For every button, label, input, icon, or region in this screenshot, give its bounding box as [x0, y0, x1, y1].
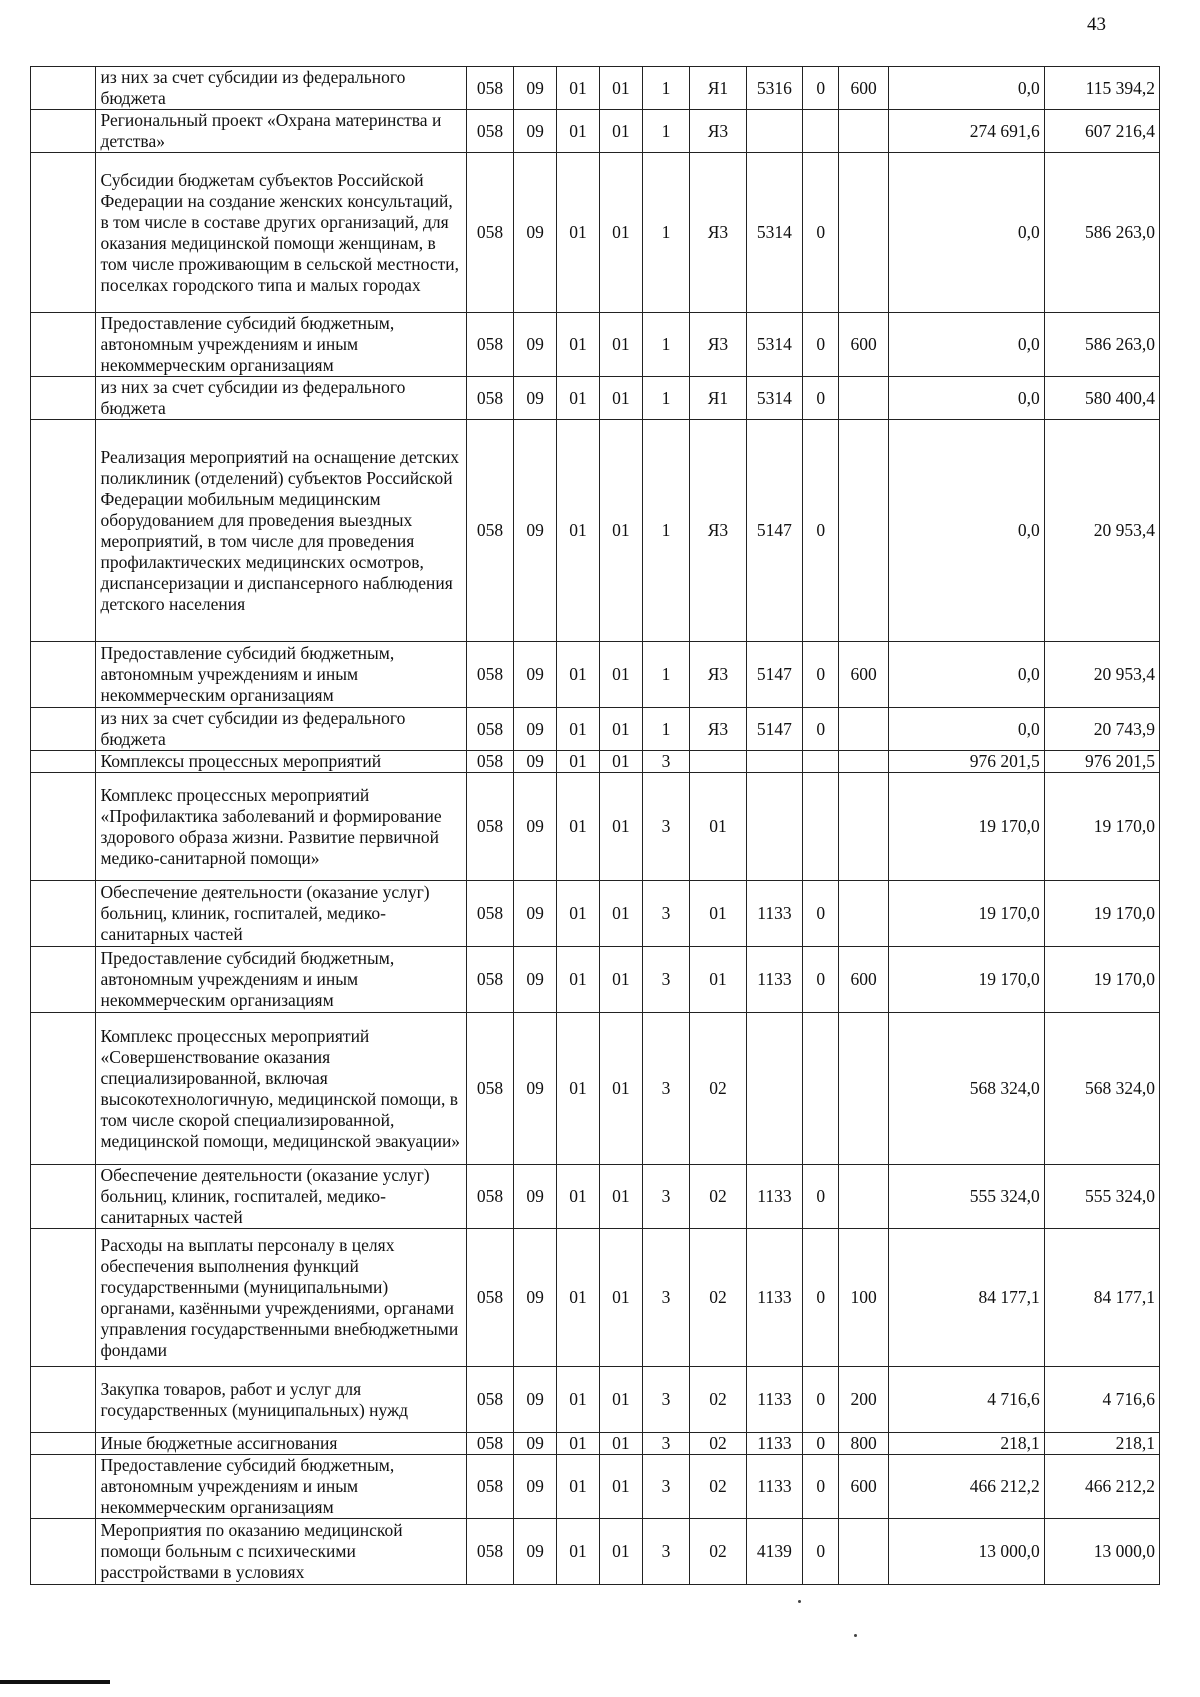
code-cell: 01 — [599, 1165, 642, 1229]
row-name: Расходы на выплаты персоналу в целях обеспечения выполнения функций государственными (муниципальными) органами, казёнными учреждениями, органами управления государственными внебюджетными фондами — [96, 1229, 466, 1367]
code-cell — [803, 110, 839, 153]
blank-cell — [31, 377, 96, 420]
code-cell: 058 — [466, 1519, 513, 1585]
blank-cell — [31, 153, 96, 313]
code-cell: 3 — [642, 1519, 689, 1585]
amount-cell-1: 13 000,0 — [888, 1519, 1044, 1585]
amount-cell-1: 0,0 — [888, 420, 1044, 642]
amount-cell-1: 0,0 — [888, 67, 1044, 110]
code-cell — [746, 110, 802, 153]
code-cell: 01 — [557, 773, 600, 881]
code-cell: 02 — [690, 1519, 746, 1585]
row-name: из них за счет субсидии из федерального бюджета — [96, 708, 466, 751]
scan-speck — [798, 1600, 801, 1603]
blank-cell — [31, 110, 96, 153]
table-row — [31, 881, 1160, 947]
page-number: 43 — [1087, 14, 1106, 35]
code-cell: 02 — [690, 1367, 746, 1433]
code-cell: 09 — [514, 642, 557, 708]
code-cell: 09 — [514, 1433, 557, 1455]
code-cell: 5147 — [746, 708, 802, 751]
code-cell: 800 — [839, 1433, 889, 1455]
code-cell: 058 — [466, 881, 513, 947]
code-cell: 5316 — [746, 67, 802, 110]
code-cell: 01 — [557, 377, 600, 420]
code-cell: 09 — [514, 420, 557, 642]
code-cell: 600 — [839, 313, 889, 377]
row-name: Комплексы процессных мероприятий — [96, 751, 466, 773]
code-cell — [839, 1519, 889, 1585]
amount-cell-2: 555 324,0 — [1044, 1165, 1159, 1229]
code-cell: 058 — [466, 67, 513, 110]
code-cell: 01 — [599, 153, 642, 313]
code-cell: 01 — [557, 751, 600, 773]
table-row — [31, 1013, 1160, 1165]
table-row — [31, 153, 1160, 313]
row-name: Предоставление субсидий бюджетным, автономным учреждениям и иным некоммерческим организациям — [96, 313, 466, 377]
code-cell — [746, 1013, 802, 1165]
code-cell: 600 — [839, 67, 889, 110]
code-cell: 058 — [466, 1367, 513, 1433]
code-cell: 01 — [557, 1165, 600, 1229]
code-cell: 0 — [803, 947, 839, 1013]
code-cell — [839, 708, 889, 751]
code-cell: 1 — [642, 642, 689, 708]
row-name: Реализация мероприятий на оснащение детских поликлиник (отделений) субъектов Российской Федерации мобильным медицинским оборудованием для проведения выездных мероприятий, в том числе для проведения профилактических медицинских осмотров, диспансеризации и диспансерного наблюдения детского населения — [96, 420, 466, 642]
code-cell: 1133 — [746, 1165, 802, 1229]
code-cell: 01 — [599, 420, 642, 642]
code-cell: 100 — [839, 1229, 889, 1367]
code-cell — [839, 420, 889, 642]
code-cell — [839, 153, 889, 313]
code-cell: Я3 — [690, 708, 746, 751]
code-cell: 01 — [690, 947, 746, 1013]
code-cell: 0 — [803, 1367, 839, 1433]
amount-cell-1: 466 212,2 — [888, 1455, 1044, 1519]
code-cell: 058 — [466, 153, 513, 313]
code-cell: 01 — [557, 1229, 600, 1367]
blank-cell — [31, 1229, 96, 1367]
amount-cell-1: 19 170,0 — [888, 773, 1044, 881]
code-cell: 01 — [557, 642, 600, 708]
amount-cell-1: 84 177,1 — [888, 1229, 1044, 1367]
code-cell: 09 — [514, 1455, 557, 1519]
code-cell: 09 — [514, 1367, 557, 1433]
code-cell: 058 — [466, 751, 513, 773]
code-cell: 058 — [466, 110, 513, 153]
code-cell: 01 — [599, 1455, 642, 1519]
code-cell: 058 — [466, 377, 513, 420]
amount-cell-1: 19 170,0 — [888, 947, 1044, 1013]
table-row — [31, 377, 1160, 420]
code-cell: 1 — [642, 110, 689, 153]
code-cell: 0 — [803, 153, 839, 313]
code-cell: 09 — [514, 708, 557, 751]
amount-cell-1: 0,0 — [888, 377, 1044, 420]
code-cell: 09 — [514, 881, 557, 947]
code-cell — [690, 751, 746, 773]
blank-cell — [31, 1433, 96, 1455]
code-cell: 1 — [642, 153, 689, 313]
blank-cell — [31, 1519, 96, 1585]
code-cell: 058 — [466, 1433, 513, 1455]
amount-cell-1: 555 324,0 — [888, 1165, 1044, 1229]
amount-cell-2: 4 716,6 — [1044, 1367, 1159, 1433]
amount-cell-1: 0,0 — [888, 313, 1044, 377]
code-cell: 09 — [514, 313, 557, 377]
code-cell: 09 — [514, 1229, 557, 1367]
code-cell: 1133 — [746, 947, 802, 1013]
code-cell: 058 — [466, 642, 513, 708]
row-name: Предоставление субсидий бюджетным, автономным учреждениям и иным некоммерческим организациям — [96, 642, 466, 708]
code-cell: Я3 — [690, 313, 746, 377]
amount-cell-2: 19 170,0 — [1044, 881, 1159, 947]
amount-cell-1: 0,0 — [888, 642, 1044, 708]
table-row — [31, 751, 1160, 773]
blank-cell — [31, 751, 96, 773]
code-cell: 01 — [557, 1013, 600, 1165]
code-cell: 09 — [514, 1165, 557, 1229]
amount-cell-2: 115 394,2 — [1044, 67, 1159, 110]
code-cell: 0 — [803, 420, 839, 642]
code-cell: 3 — [642, 1013, 689, 1165]
row-name: из них за счет субсидии из федерального бюджета — [96, 377, 466, 420]
table-row — [31, 1433, 1160, 1455]
amount-cell-1: 976 201,5 — [888, 751, 1044, 773]
amount-cell-2: 568 324,0 — [1044, 1013, 1159, 1165]
table-row — [31, 1519, 1160, 1585]
code-cell: 01 — [557, 1433, 600, 1455]
code-cell: 0 — [803, 708, 839, 751]
code-cell — [839, 1013, 889, 1165]
blank-cell — [31, 67, 96, 110]
code-cell — [839, 1165, 889, 1229]
code-cell: 1133 — [746, 1229, 802, 1367]
code-cell: 02 — [690, 1229, 746, 1367]
code-cell — [803, 751, 839, 773]
code-cell — [839, 773, 889, 881]
code-cell: 01 — [690, 881, 746, 947]
code-cell: 01 — [599, 1013, 642, 1165]
amount-cell-2: 20 953,4 — [1044, 642, 1159, 708]
code-cell — [803, 1013, 839, 1165]
code-cell — [746, 751, 802, 773]
code-cell: 5314 — [746, 153, 802, 313]
code-cell: 01 — [557, 708, 600, 751]
code-cell: 01 — [557, 1519, 600, 1585]
code-cell: 01 — [557, 420, 600, 642]
table-row — [31, 1165, 1160, 1229]
code-cell: Я1 — [690, 67, 746, 110]
row-name: Обеспечение деятельности (оказание услуг) больниц, клиник, госпиталей, медико-санитарных частей — [96, 881, 466, 947]
code-cell: 01 — [599, 67, 642, 110]
code-cell: 058 — [466, 1229, 513, 1367]
code-cell: 09 — [514, 1519, 557, 1585]
code-cell: 058 — [466, 947, 513, 1013]
code-cell: 09 — [514, 110, 557, 153]
blank-cell — [31, 1455, 96, 1519]
code-cell: 0 — [803, 1433, 839, 1455]
table-row — [31, 708, 1160, 751]
row-name: Комплекс процессных мероприятий «Профилактика заболеваний и формирование здорового образа жизни. Развитие первичной медико-санитарной помощи» — [96, 773, 466, 881]
code-cell: Я1 — [690, 377, 746, 420]
code-cell: 3 — [642, 773, 689, 881]
code-cell: 3 — [642, 947, 689, 1013]
budget-table — [30, 66, 1160, 1585]
code-cell: 0 — [803, 313, 839, 377]
code-cell: 058 — [466, 773, 513, 881]
code-cell — [803, 773, 839, 881]
code-cell: 0 — [803, 377, 839, 420]
code-cell: 600 — [839, 947, 889, 1013]
code-cell: 01 — [599, 110, 642, 153]
code-cell: 0 — [803, 1165, 839, 1229]
code-cell: 09 — [514, 377, 557, 420]
code-cell: 600 — [839, 1455, 889, 1519]
blank-cell — [31, 947, 96, 1013]
amount-cell-1: 4 716,6 — [888, 1367, 1044, 1433]
blank-cell — [31, 708, 96, 751]
amount-cell-2: 586 263,0 — [1044, 153, 1159, 313]
code-cell: 1133 — [746, 1367, 802, 1433]
code-cell: 1 — [642, 313, 689, 377]
code-cell: 3 — [642, 1433, 689, 1455]
code-cell: 1133 — [746, 1433, 802, 1455]
row-name: Предоставление субсидий бюджетным, автономным учреждениям и иным некоммерческим организациям — [96, 947, 466, 1013]
blank-cell — [31, 420, 96, 642]
amount-cell-1: 218,1 — [888, 1433, 1044, 1455]
code-cell: 02 — [690, 1433, 746, 1455]
code-cell: 02 — [690, 1013, 746, 1165]
row-name: Субсидии бюджетам субъектов Российской Федерации на создание женских консультаций, в том числе в составе других организаций, для оказания медицинской помощи женщинам, в том числе проживающим в сельской местности, поселках городского типа и малых городах — [96, 153, 466, 313]
code-cell: 3 — [642, 881, 689, 947]
code-cell: 0 — [803, 1229, 839, 1367]
code-cell: 01 — [557, 313, 600, 377]
code-cell: 01 — [599, 751, 642, 773]
table-row — [31, 642, 1160, 708]
table-row — [31, 1367, 1160, 1433]
code-cell: 01 — [599, 773, 642, 881]
amount-cell-2: 20 953,4 — [1044, 420, 1159, 642]
amount-cell-2: 580 400,4 — [1044, 377, 1159, 420]
code-cell: Я3 — [690, 110, 746, 153]
code-cell: 1 — [642, 67, 689, 110]
amount-cell-2: 20 743,9 — [1044, 708, 1159, 751]
code-cell: 09 — [514, 773, 557, 881]
blank-cell — [31, 881, 96, 947]
code-cell: 01 — [557, 881, 600, 947]
code-cell: 09 — [514, 153, 557, 313]
row-name: из них за счет субсидии из федерального бюджета — [96, 67, 466, 110]
code-cell: 0 — [803, 1455, 839, 1519]
code-cell: 01 — [690, 773, 746, 881]
code-cell: 5314 — [746, 377, 802, 420]
blank-cell — [31, 1013, 96, 1165]
row-name: Закупка товаров, работ и услуг для государственных (муниципальных) нужд — [96, 1367, 466, 1433]
code-cell: 1 — [642, 420, 689, 642]
row-name: Региональный проект «Охрана материнства и детства» — [96, 110, 466, 153]
code-cell: 0 — [803, 642, 839, 708]
code-cell: 5314 — [746, 313, 802, 377]
code-cell: 01 — [599, 642, 642, 708]
code-cell: 01 — [557, 1455, 600, 1519]
code-cell: 01 — [599, 708, 642, 751]
code-cell: 01 — [557, 110, 600, 153]
amount-cell-2: 466 212,2 — [1044, 1455, 1159, 1519]
code-cell: 0 — [803, 1519, 839, 1585]
amount-cell-1: 0,0 — [888, 153, 1044, 313]
code-cell: 09 — [514, 67, 557, 110]
amount-cell-2: 19 170,0 — [1044, 947, 1159, 1013]
code-cell: 1133 — [746, 881, 802, 947]
code-cell: 5147 — [746, 642, 802, 708]
code-cell: 1133 — [746, 1455, 802, 1519]
amount-cell-1: 0,0 — [888, 708, 1044, 751]
row-name: Комплекс процессных мероприятий «Совершенствование оказания специализированной, включая высокотехнологичную, медицинской помощи, в том числе скорой специализированной, медицинской помощи, медицинской эвакуации» — [96, 1013, 466, 1165]
code-cell: 058 — [466, 1455, 513, 1519]
code-cell — [839, 110, 889, 153]
code-cell: 058 — [466, 1165, 513, 1229]
amount-cell-2: 13 000,0 — [1044, 1519, 1159, 1585]
code-cell: 3 — [642, 1367, 689, 1433]
code-cell: 01 — [599, 1519, 642, 1585]
code-cell: 01 — [557, 153, 600, 313]
code-cell: 4139 — [746, 1519, 802, 1585]
amount-cell-2: 607 216,4 — [1044, 110, 1159, 153]
code-cell: 0 — [803, 67, 839, 110]
amount-cell-2: 84 177,1 — [1044, 1229, 1159, 1367]
code-cell: 0 — [803, 881, 839, 947]
code-cell: 01 — [599, 1433, 642, 1455]
code-cell — [839, 377, 889, 420]
blank-cell — [31, 1165, 96, 1229]
code-cell: 058 — [466, 1013, 513, 1165]
code-cell: 01 — [599, 1229, 642, 1367]
row-name: Иные бюджетные ассигнования — [96, 1433, 466, 1455]
code-cell: 200 — [839, 1367, 889, 1433]
code-cell: 01 — [599, 881, 642, 947]
table-row — [31, 1455, 1160, 1519]
code-cell: 058 — [466, 313, 513, 377]
code-cell: 058 — [466, 420, 513, 642]
amount-cell-2: 19 170,0 — [1044, 773, 1159, 881]
code-cell: 3 — [642, 751, 689, 773]
code-cell — [839, 751, 889, 773]
code-cell: 09 — [514, 751, 557, 773]
code-cell: 3 — [642, 1165, 689, 1229]
code-cell: 1 — [642, 377, 689, 420]
row-name: Обеспечение деятельности (оказание услуг) больниц, клиник, госпиталей, медико-санитарных частей — [96, 1165, 466, 1229]
table-row — [31, 1229, 1160, 1367]
table-row — [31, 110, 1160, 153]
amount-cell-1: 19 170,0 — [888, 881, 1044, 947]
scan-speck — [854, 1634, 857, 1637]
code-cell: 5147 — [746, 420, 802, 642]
table-row — [31, 67, 1160, 110]
table-row — [31, 773, 1160, 881]
blank-cell — [31, 773, 96, 881]
code-cell: 01 — [599, 313, 642, 377]
table-row — [31, 313, 1160, 377]
code-cell: Я3 — [690, 642, 746, 708]
code-cell: 058 — [466, 708, 513, 751]
scan-edge-mark — [0, 1680, 110, 1684]
code-cell: 02 — [690, 1165, 746, 1229]
code-cell: 01 — [599, 1367, 642, 1433]
code-cell: 01 — [599, 947, 642, 1013]
code-cell: 01 — [557, 1367, 600, 1433]
code-cell: 600 — [839, 642, 889, 708]
amount-cell-1: 568 324,0 — [888, 1013, 1044, 1165]
amount-cell-2: 976 201,5 — [1044, 751, 1159, 773]
amount-cell-2: 586 263,0 — [1044, 313, 1159, 377]
code-cell: Я3 — [690, 420, 746, 642]
blank-cell — [31, 1367, 96, 1433]
row-name: Мероприятия по оказанию медицинской помощи больным с психическими расстройствами в условиях — [96, 1519, 466, 1585]
amount-cell-2: 218,1 — [1044, 1433, 1159, 1455]
table-row — [31, 947, 1160, 1013]
blank-cell — [31, 642, 96, 708]
code-cell: 01 — [557, 947, 600, 1013]
code-cell: 09 — [514, 1013, 557, 1165]
amount-cell-1: 274 691,6 — [888, 110, 1044, 153]
table-row — [31, 420, 1160, 642]
code-cell — [746, 773, 802, 881]
code-cell: 09 — [514, 947, 557, 1013]
code-cell: 3 — [642, 1229, 689, 1367]
code-cell: 3 — [642, 1455, 689, 1519]
code-cell — [839, 881, 889, 947]
blank-cell — [31, 313, 96, 377]
code-cell: 01 — [557, 67, 600, 110]
code-cell: 01 — [599, 377, 642, 420]
code-cell: 02 — [690, 1455, 746, 1519]
code-cell: Я3 — [690, 153, 746, 313]
row-name: Предоставление субсидий бюджетным, автономным учреждениям и иным некоммерческим организациям — [96, 1455, 466, 1519]
code-cell: 1 — [642, 708, 689, 751]
